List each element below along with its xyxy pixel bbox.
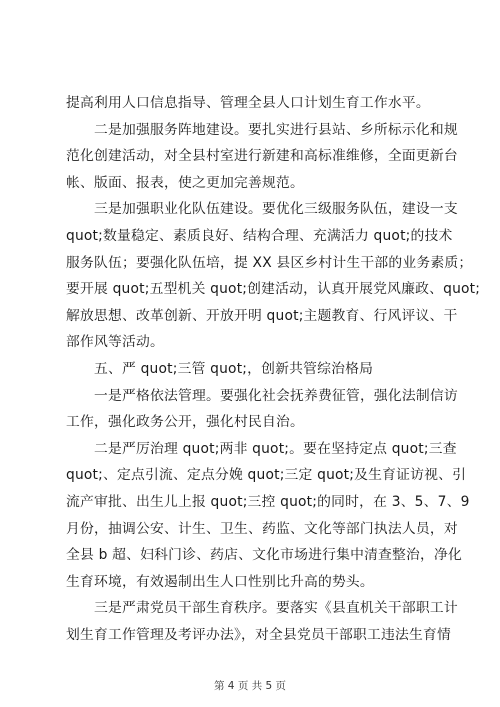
paragraph-line: 部作风等活动。 [66,334,164,351]
paragraph-line: 三是严肃党员干部生育秩序。要落实《县直机关干部职工计 [94,600,458,617]
paragraph-line: 帐、版面、报表，使之更加完善规范。 [66,174,304,191]
paragraph-line: 划生育工作管理及考评办法》，对全县党员干部职工违法生育情 [66,626,452,643]
paragraph-line: 二是严厉治理 quot;两非 quot;。要在坚持定点 quot;三查 [94,440,457,457]
paragraph-line: 一是严格依法管理。要强化社会抚养费征管，强化法制信访 [94,387,458,404]
document-body [66,90,481,648]
paragraph-line: 全县 b 超、妇科门诊、药店、文化市场进行集中清查整治，净化 [66,547,463,564]
page-footer: 第 4 页 共 5 页 [213,680,287,692]
paragraph-line: 二是加强服务阵地建设。要扎实进行县站、乡所标示化和规 [94,121,458,138]
paragraph-line: 范化创建活动，对全县村室进行新建和高标准维修，全面更新台 [66,148,458,165]
paragraph-line: 解放思想、改革创新、开放开明 quot;主题教育、行风评议、干 [66,307,458,324]
paragraph-line: 流产审批、出生儿上报 quot;三控 quot;的同时，在 3、5、7、9 [66,493,470,510]
paragraph-line: quot;数量稳定、素质良好、结构合理、充满活力 quot;的技术 [66,227,453,244]
paragraph-line: 要开展 quot;五型机关 quot;创建活动，认真开展党风廉政、quot; [66,281,481,298]
paragraph-line: 工作，强化政务公开，强化村民自治。 [66,414,304,431]
paragraph-line: 月份，抽调公安、计生、卫生、药监、文化等部门执法人员，对 [66,520,458,537]
paragraph-line: quot;、定点引流、定点分娩 quot;三定 quot;及生育证访视、引 [66,467,467,484]
paragraph-line: 服务队伍；要强化队伍培，提 XX 县区乡村计生干部的业务素质； [66,254,473,271]
paragraph-line: 提高利用人口信息指导、管理全县人口计划生育工作水平。 [66,95,430,111]
paragraph-line: 生育环境，有效遏制出生人口性别比升高的势头。 [66,573,374,590]
section-heading: 五、严 quot;三管 quot;，创新共管综治格局 [94,360,374,377]
paragraph-line: 三是加强职业化队伍建设。要优化三级服务队伍，建设一支 [94,201,458,218]
